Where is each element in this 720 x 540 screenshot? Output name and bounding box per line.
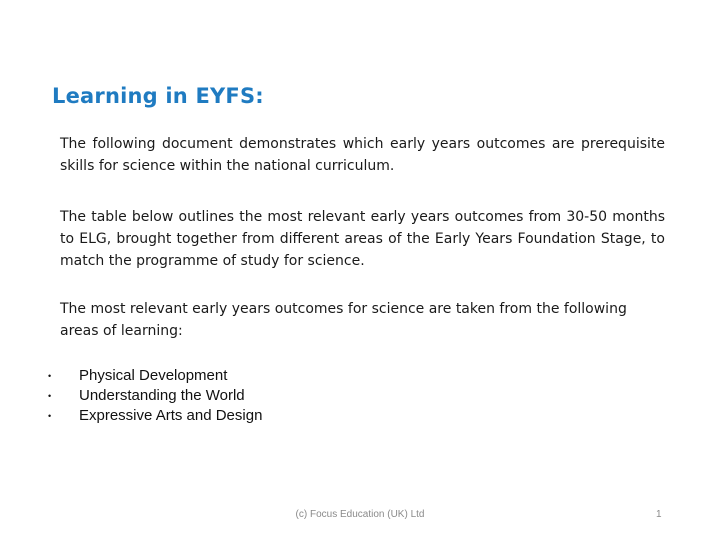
page-number: 1: [656, 509, 662, 520]
intro-paragraph: The following document demonstrates which early years outcomes are prerequisite skills for science within the national curriculum.: [60, 136, 665, 174]
list-item-label: Physical Development: [79, 367, 228, 384]
bullet-icon: •: [48, 371, 52, 381]
bullet-icon: •: [48, 411, 52, 421]
list-item-label: Expressive Arts and Design: [79, 407, 263, 424]
table-description-paragraph: The table below outlines the most relevant early years outcomes from 30-50 months to ELG, brought together from different areas of the Early Years Foundation Stage, to match the programme of study for science.: [60, 209, 665, 269]
bullet-icon: •: [48, 391, 52, 401]
slide-title: Learning in EYFS:: [52, 84, 264, 108]
list-item-label: Understanding the World: [79, 387, 245, 404]
footer-copyright: (c) Focus Education (UK) Ltd: [295, 509, 425, 520]
areas-intro-paragraph: The most relevant early years outcomes for science are taken from the following areas of learning:: [60, 301, 627, 339]
